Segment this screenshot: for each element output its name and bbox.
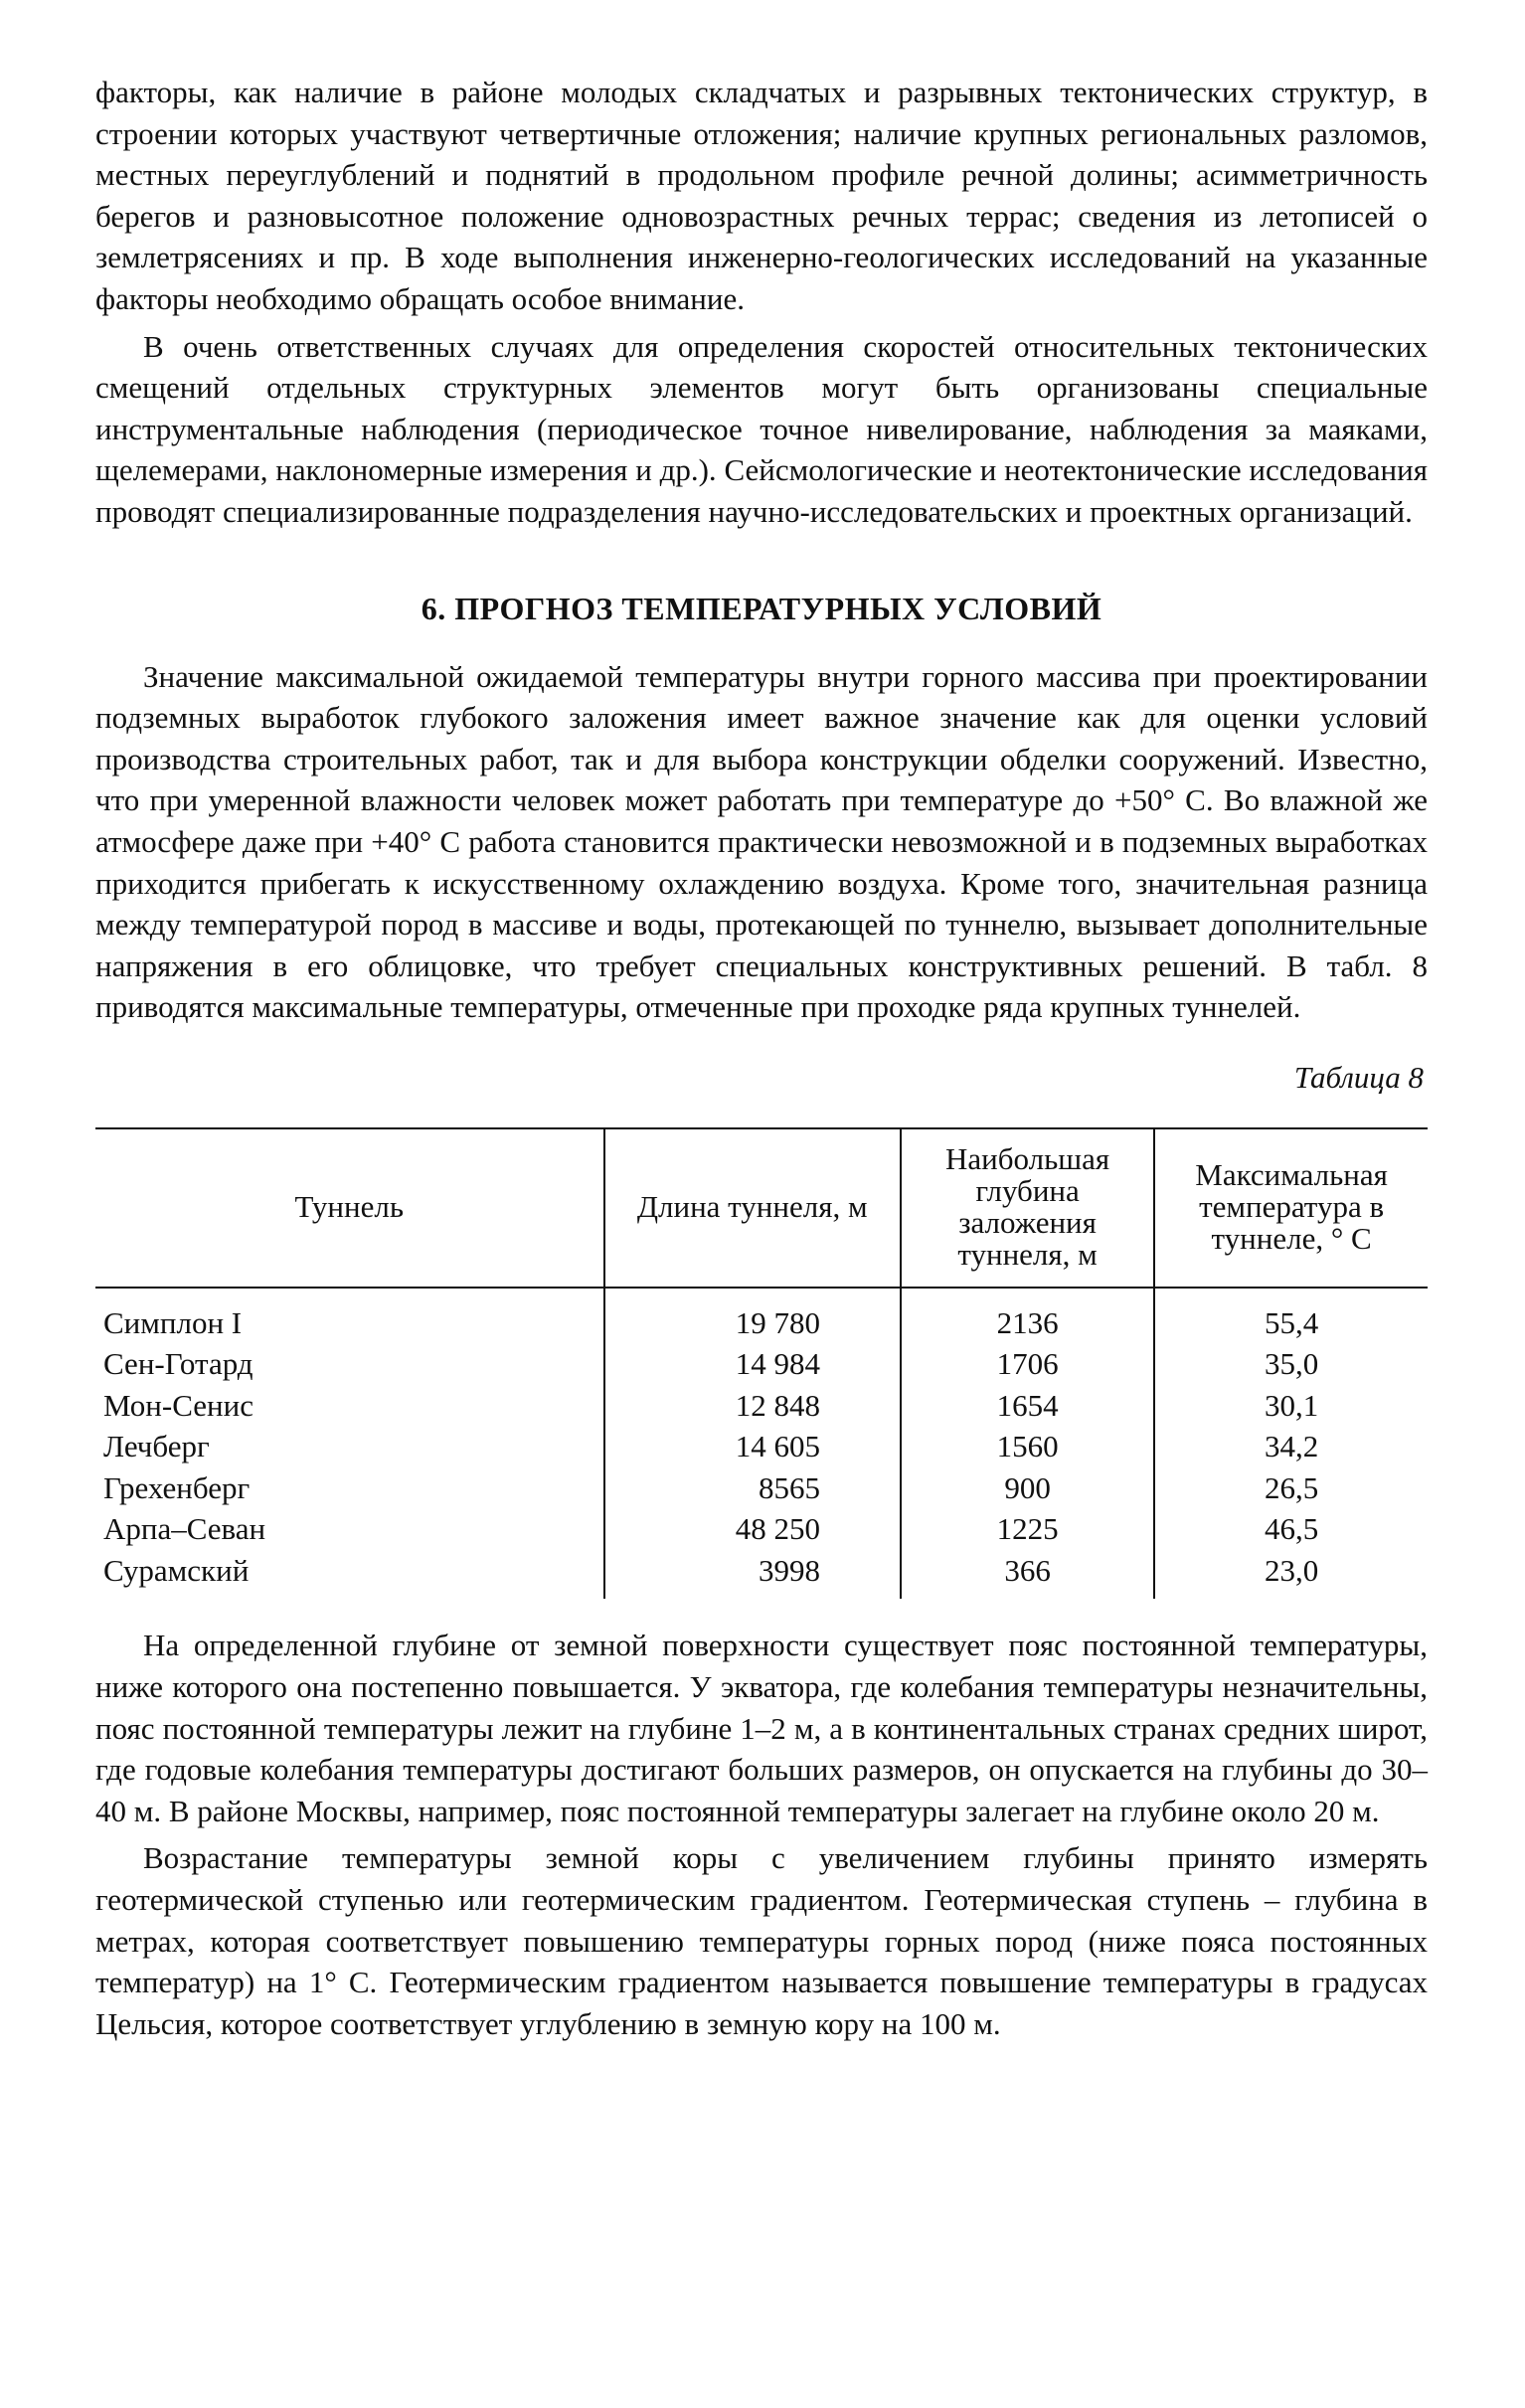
table-row — [95, 1288, 1428, 1344]
cell-length: 48 250 — [604, 1508, 901, 1550]
cell-tunnel-name: Лечберг — [103, 1429, 210, 1464]
tunnel-temperature-table — [95, 1127, 1428, 1600]
cell-tunnel-name: Грехенберг — [103, 1469, 251, 1505]
document-page — [95, 72, 1428, 2044]
cell-temperature: 34,2 — [1154, 1426, 1428, 1467]
cell-depth: 1706 — [901, 1343, 1154, 1385]
cell-depth: 1560 — [901, 1426, 1154, 1467]
header-tunnel: Туннель — [95, 1128, 604, 1288]
cell-tunnel-name: Арпа–Севан — [103, 1511, 266, 1547]
table-row — [95, 1550, 1428, 1600]
cell-depth: 900 — [901, 1467, 1154, 1509]
cell-length: 14 605 — [604, 1426, 901, 1467]
header-temperature: Максимальная температура в туннеле, ° С — [1154, 1128, 1428, 1288]
cell-length: 14 984 — [604, 1343, 901, 1385]
table-row — [95, 1467, 1428, 1509]
paragraph-constant-temperature-zone: На определенной глубине от земной поверхности существует пояс постоянной температуры, ниже которого она постепенно повышается. У экватора, где колебания температуры незначительны, пояс постоянной температуры лежит на глубине 1–2 м, а в континентальных странах средних широт, где годовые колебания температуры достигают больших размеров, он опускается на глубины до 30–40 м. В районе Москвы, например, пояс постоянной температуры залегает на глубине около 20 м. — [95, 1628, 1428, 1828]
cell-length: 19 780 — [604, 1288, 901, 1344]
cell-temperature: 46,5 — [1154, 1508, 1428, 1550]
cell-temperature: 23,0 — [1154, 1550, 1428, 1600]
cell-depth: 366 — [901, 1550, 1154, 1600]
cell-depth: 1225 — [901, 1508, 1154, 1550]
table-row — [95, 1385, 1428, 1427]
table-row — [95, 1426, 1428, 1467]
table-header-row — [95, 1128, 1428, 1288]
table-row — [95, 1508, 1428, 1550]
table-caption: Таблица 8 — [1293, 1059, 1424, 1095]
cell-tunnel-name: Сен-Готард — [103, 1346, 254, 1382]
paragraph-max-temperature: Значение максимальной ожидаемой температуры внутри горного массива при проектировании подземных выработок глубокого заложения имеет важное значение как для оценки условий производства строительных работ, так и для выбора конструкции обделки сооружений. Известно, что при умеренной влажности человек может работать при температуре до +50° С. Во влажной же атмосфере даже при +40° С работа становится практически невозможной и в подземных выработках приходится прибегать к искусственному охлаждению воздуха. Кроме того, значительная разница между температурой пород в массиве и воды, протекающей по туннелю, вызывает дополнительные напряжения в его облицовке, что требует специальных конструктивных решений. В табл. 8 приводятся максимальные температуры, отмеченные при проходке ряда крупных туннелей. — [95, 658, 1428, 1025]
cell-depth: 1654 — [901, 1385, 1154, 1427]
cell-tunnel-name: Сурамский — [103, 1552, 250, 1588]
cell-temperature: 55,4 — [1154, 1288, 1428, 1344]
cell-tunnel-name: Симплон I — [103, 1304, 243, 1340]
cell-temperature: 30,1 — [1154, 1385, 1428, 1427]
paragraph-tectonic-factors: факторы, как наличие в районе молодых складчатых и разрывных тектонических структур, в строении которых участвуют четвертичные отложения; наличие крупных региональных разломов, местных переуглублений и поднятий в продольном профиле речной долины; асимметричность берегов и разновысотное положение одновозрастных речных террас; сведения из летописей о землетрясениях и пр. В ходе выполнения инженерно-геологических исследований на указанные факторы необходимо обращать особое внимание. — [95, 75, 1428, 316]
cell-length: 12 848 — [604, 1385, 901, 1427]
cell-length: 8565 — [604, 1467, 901, 1509]
cell-temperature: 26,5 — [1154, 1467, 1428, 1509]
cell-depth: 2136 — [901, 1288, 1154, 1344]
section-heading: 6. ПРОГНОЗ ТЕМПЕРАТУРНЫХ УСЛОВИЙ — [421, 590, 1102, 626]
header-depth: Наибольшая глубина заложения туннеля, м — [901, 1128, 1154, 1288]
paragraph-geothermal-gradient: Возрастание температуры земной коры с увеличением глубины принято измерять геотермической ступенью или геотермическим градиентом. Геотермическая ступень – глубина в метрах, которая соответствует повышению температуры горных пород (ниже пояса постоянных температур) на 1° С. Геотермическим градиентом называется повышение температуры в градусах Цельсия, которое соответствует углублению в земную кору на 100 м. — [95, 1840, 1428, 2041]
cell-length: 3998 — [604, 1550, 901, 1600]
cell-temperature: 35,0 — [1154, 1343, 1428, 1385]
cell-tunnel-name: Мон-Сенис — [103, 1387, 254, 1423]
header-length: Длина туннеля, м — [604, 1128, 901, 1288]
table-body — [95, 1288, 1428, 1600]
paragraph-instrumental-observations: В очень ответственных случаях для определения скоростей относительных тектонических смещений отдельных структурных элементов могут быть организованы специальные инструментальные наблюдения (периодическое точное нивелирование, наблюдения за маяками, щелемерами, наклономерные измерения и др.). Сейсмологические и неотектонические исследования проводят специализированные подразделения научно-исследовательских и проектных организаций. — [95, 328, 1428, 529]
table-row — [95, 1343, 1428, 1385]
